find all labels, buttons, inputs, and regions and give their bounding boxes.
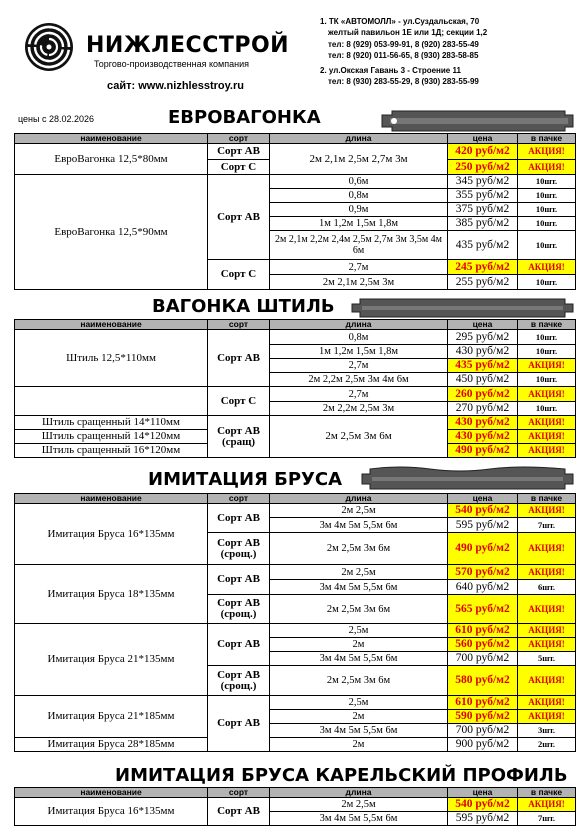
product-name: Имитация Бруса 16*135мм — [15, 504, 208, 565]
table-row — [15, 738, 576, 752]
column-header: цена — [448, 134, 518, 144]
price-cell: 435 руб/м2 — [448, 231, 518, 260]
pack-cell: 10шт. — [518, 373, 576, 387]
table-row — [15, 387, 576, 402]
address-line: 1. ТК «АВТОМОЛЛ» - ул.Суздальская, 70 — [320, 17, 480, 26]
section-title-brus: ИМИТАЦИЯ БРУСА — [148, 469, 343, 490]
grade-cell: Сорт АВ (срощ.) — [208, 533, 270, 565]
length-cell: 0,8м — [270, 189, 448, 203]
price-cell: 570 руб/м2 — [448, 565, 518, 580]
section-title-shtil: ВАГОНКА ШТИЛЬ — [152, 296, 335, 317]
prices-date: цены с 28.02.2026 — [18, 114, 95, 124]
product-name: Штиль сращенный 14*110мм — [15, 416, 208, 430]
price-cell: 540 руб/м2 — [448, 504, 518, 518]
length-cell: 2м 2,1м 2,5м 3м — [270, 275, 448, 290]
grade-cell: Сорт АВ — [208, 144, 270, 160]
pack-cell: 10шт. — [518, 189, 576, 203]
product-name: Имитация Бруса 21*185мм — [15, 696, 208, 738]
sale-badge: АКЦИЯ! — [518, 798, 576, 812]
length-cell: 2м — [270, 738, 448, 752]
pack-cell: 10шт. — [518, 275, 576, 290]
length-cell: 2,5м — [270, 696, 448, 710]
price-table-shtil — [14, 319, 576, 458]
length-cell: 3м 4м 5м 5,5м 6м — [270, 812, 448, 826]
price-cell: 260 руб/м2 — [448, 387, 518, 402]
phone-line: тел: 8 (920) 011-56-65, 8 (930) 283-58-85 — [328, 51, 479, 61]
grade-cell: Сорт С — [208, 387, 270, 416]
pack-cell: 7шт. — [518, 518, 576, 533]
sale-badge: АКЦИЯ! — [518, 260, 576, 275]
company-logo — [24, 22, 74, 72]
price-cell: 700 руб/м2 — [448, 652, 518, 666]
product-name: Штиль сращенный 16*120мм — [15, 444, 208, 458]
column-header: в пачке — [518, 320, 576, 330]
table-row — [15, 798, 576, 812]
length-cell: 2м — [270, 638, 448, 652]
sale-badge: АКЦИЯ! — [518, 160, 576, 175]
sale-badge: АКЦИЯ! — [518, 638, 576, 652]
length-cell: 2м 2,5м — [270, 565, 448, 580]
sale-badge: АКЦИЯ! — [518, 666, 576, 696]
column-header: в пачке — [518, 788, 576, 798]
address-line: желтый павильон 1Е или 1Д; секции 1,2 — [328, 28, 488, 38]
sale-badge: АКЦИЯ! — [518, 144, 576, 160]
table-row — [15, 504, 576, 518]
table-header-row — [15, 320, 576, 330]
board-profile-icon — [350, 298, 575, 318]
column-header: сорт — [208, 788, 270, 798]
sale-badge: АКЦИЯ! — [518, 565, 576, 580]
sale-badge: АКЦИЯ! — [518, 430, 576, 444]
column-header: наименование — [15, 320, 208, 330]
price-cell: 700 руб/м2 — [448, 724, 518, 738]
pack-cell: 10шт. — [518, 330, 576, 345]
column-header: сорт — [208, 320, 270, 330]
price-cell: 295 руб/м2 — [448, 330, 518, 345]
price-cell: 375 руб/м2 — [448, 203, 518, 217]
table-row — [15, 416, 576, 430]
price-cell: 450 руб/м2 — [448, 373, 518, 387]
pack-cell: 10шт. — [518, 203, 576, 217]
phone-line: тел: 8 (929) 053-99-91, 8 (920) 283-55-49 — [328, 39, 479, 49]
product-name: Штиль 12,5*110мм — [15, 330, 208, 387]
product-name: ЕвроВагонка 12,5*80мм — [15, 144, 208, 175]
column-header: длина — [270, 788, 448, 798]
price-cell: 540 руб/м2 — [448, 798, 518, 812]
grade-cell: Сорт АВ (сращ) — [208, 416, 270, 458]
table-row — [15, 624, 576, 638]
price-cell: 610 руб/м2 — [448, 696, 518, 710]
product-name: Имитация Бруса 21*135мм — [15, 624, 208, 696]
phone-line: тел: 8 (930) 283-55-29, 8 (930) 283-55-99 — [328, 77, 479, 87]
pack-cell: 5шт. — [518, 652, 576, 666]
length-cell: 0,8м — [270, 330, 448, 345]
sale-badge: АКЦИЯ! — [518, 624, 576, 638]
price-cell: 255 руб/м2 — [448, 275, 518, 290]
price-cell: 385 руб/м2 — [448, 217, 518, 231]
length-cell: 2м 2,5м 3м 6м — [270, 666, 448, 696]
product-name: Имитация Бруса 16*135мм — [15, 798, 208, 826]
length-cell: 2м 2,5м 3м 6м — [270, 416, 448, 458]
grade-cell: Сорт АВ (срощ.) — [208, 595, 270, 624]
table-header-row — [15, 134, 576, 144]
brand-subtitle: Торгово-производственная компания — [94, 59, 249, 69]
column-header: цена — [448, 788, 518, 798]
column-header: наименование — [15, 134, 208, 144]
price-cell: 490 руб/м2 — [448, 444, 518, 458]
length-cell: 0,6м — [270, 175, 448, 189]
sale-badge: АКЦИЯ! — [518, 533, 576, 565]
logo-swirl-icon — [24, 22, 74, 72]
price-cell: 420 руб/м2 — [448, 144, 518, 160]
pack-cell: 10шт. — [518, 345, 576, 359]
column-header: длина — [270, 134, 448, 144]
table-row — [15, 696, 576, 710]
pack-cell: 10шт. — [518, 402, 576, 416]
sale-badge: АКЦИЯ! — [518, 504, 576, 518]
price-cell: 270 руб/м2 — [448, 402, 518, 416]
price-cell: 560 руб/м2 — [448, 638, 518, 652]
price-cell: 245 руб/м2 — [448, 260, 518, 275]
sale-badge: АКЦИЯ! — [518, 444, 576, 458]
price-cell: 610 руб/м2 — [448, 624, 518, 638]
column-header: цена — [448, 320, 518, 330]
grade-cell: Сорт АВ — [208, 330, 270, 387]
pack-cell: 10шт. — [518, 175, 576, 189]
length-cell: 2м 2,5м 3м 6м — [270, 595, 448, 624]
price-cell: 640 руб/м2 — [448, 580, 518, 595]
product-name: Имитация Бруса 28*185мм — [15, 738, 208, 752]
grade-cell: Сорт АВ — [208, 504, 270, 533]
column-header: цена — [448, 494, 518, 504]
length-cell: 3м 4м 5м 5,5м 6м — [270, 580, 448, 595]
length-cell: 2м 2,2м 2,5м 3м 4м 6м — [270, 373, 448, 387]
address-line: 2. ул.Окская Гавань 3 - Строение 11 — [320, 65, 461, 75]
grade-cell: Сорт АВ — [208, 798, 270, 826]
column-header: в пачке — [518, 494, 576, 504]
length-cell: 2,7м — [270, 387, 448, 402]
product-name: Штиль сращенный 14*120мм — [15, 430, 208, 444]
price-table-karel — [14, 787, 576, 826]
column-header: наименование — [15, 788, 208, 798]
length-cell: 2,7м — [270, 260, 448, 275]
sale-badge: АКЦИЯ! — [518, 595, 576, 624]
length-cell: 3м 4м 5м 5,5м 6м — [270, 518, 448, 533]
price-cell: 430 руб/м2 — [448, 416, 518, 430]
board-profile-icon — [360, 466, 575, 492]
column-header: наименование — [15, 494, 208, 504]
price-cell: 490 руб/м2 — [448, 533, 518, 565]
length-cell: 2м 2,1м 2,5м 2,7м 3м — [270, 144, 448, 175]
table-row — [15, 144, 576, 160]
length-cell: 0,9м — [270, 203, 448, 217]
grade-cell: Сорт АВ — [208, 565, 270, 595]
pack-cell: 10шт. — [518, 231, 576, 260]
column-header: сорт — [208, 494, 270, 504]
price-table-brus — [14, 493, 576, 752]
website-text: сайт: www.nizhlesstroy.ru — [107, 80, 244, 92]
price-table-eurovagonka — [14, 133, 576, 290]
pack-cell: 3шт. — [518, 724, 576, 738]
table-row — [15, 402, 576, 416]
length-cell: 2,7м — [270, 359, 448, 373]
length-cell: 2м — [270, 710, 448, 724]
grade-cell: Сорт С — [208, 260, 270, 290]
product-name: Имитация Бруса 18*135мм — [15, 565, 208, 624]
price-cell: 580 руб/м2 — [448, 666, 518, 696]
table-row — [15, 330, 576, 345]
length-cell: 3м 4м 5м 5,5м 6м — [270, 652, 448, 666]
board-profile-icon — [380, 110, 575, 132]
grade-cell: Сорт АВ — [208, 696, 270, 752]
grade-cell: Сорт С — [208, 160, 270, 175]
price-cell: 565 руб/м2 — [448, 595, 518, 624]
length-cell: 2м 2,2м 2,5м 3м — [270, 402, 448, 416]
column-header: длина — [270, 494, 448, 504]
grade-cell: Сорт АВ — [208, 175, 270, 260]
empty-cell — [15, 387, 208, 402]
length-cell: 2м 2,1м 2,2м 2,4м 2,5м 2,7м 3м 3,5м 4м 6м — [270, 231, 448, 260]
price-cell: 430 руб/м2 — [448, 430, 518, 444]
length-cell: 2,5м — [270, 624, 448, 638]
sale-badge: АКЦИЯ! — [518, 387, 576, 402]
column-header: сорт — [208, 134, 270, 144]
section-title-karel: ИМИТАЦИЯ БРУСА КАРЕЛЬСКИЙ ПРОФИЛЬ — [115, 765, 568, 786]
table-row — [15, 565, 576, 580]
length-cell: 1м 1,2м 1,5м 1,8м — [270, 345, 448, 359]
addresses-block — [320, 16, 487, 87]
column-header: длина — [270, 320, 448, 330]
product-name: ЕвроВагонка 12,5*90мм — [15, 175, 208, 290]
length-cell: 3м 4м 5м 5,5м 6м — [270, 724, 448, 738]
price-cell: 595 руб/м2 — [448, 518, 518, 533]
grade-cell: Сорт АВ — [208, 624, 270, 666]
pack-cell: 2шт. — [518, 738, 576, 752]
section-title-eurovagonka: ЕВРОВАГОНКА — [168, 107, 321, 128]
price-cell: 345 руб/м2 — [448, 175, 518, 189]
sale-badge: АКЦИЯ! — [518, 710, 576, 724]
price-cell: 900 руб/м2 — [448, 738, 518, 752]
length-cell: 2м 2,5м — [270, 798, 448, 812]
pack-cell: 6шт. — [518, 580, 576, 595]
price-cell: 590 руб/м2 — [448, 710, 518, 724]
table-row — [15, 175, 576, 189]
brand-name: НИЖЛЕССТРОЙ — [86, 33, 290, 58]
price-cell: 355 руб/м2 — [448, 189, 518, 203]
sale-badge: АКЦИЯ! — [518, 416, 576, 430]
empty-cell — [15, 402, 208, 416]
sale-badge: АКЦИЯ! — [518, 359, 576, 373]
price-cell: 250 руб/м2 — [448, 160, 518, 175]
table-header-row — [15, 494, 576, 504]
length-cell: 2м 2,5м 3м 6м — [270, 533, 448, 565]
price-cell: 435 руб/м2 — [448, 359, 518, 373]
column-header: в пачке — [518, 134, 576, 144]
sale-badge: АКЦИЯ! — [518, 696, 576, 710]
pack-cell: 10шт. — [518, 217, 576, 231]
length-cell: 1м 1,2м 1,5м 1,8м — [270, 217, 448, 231]
length-cell: 2м 2,5м — [270, 504, 448, 518]
price-cell: 430 руб/м2 — [448, 345, 518, 359]
grade-cell: Сорт АВ (срощ.) — [208, 666, 270, 696]
pack-cell: 7шт. — [518, 812, 576, 826]
price-cell: 595 руб/м2 — [448, 812, 518, 826]
table-header-row — [15, 788, 576, 798]
